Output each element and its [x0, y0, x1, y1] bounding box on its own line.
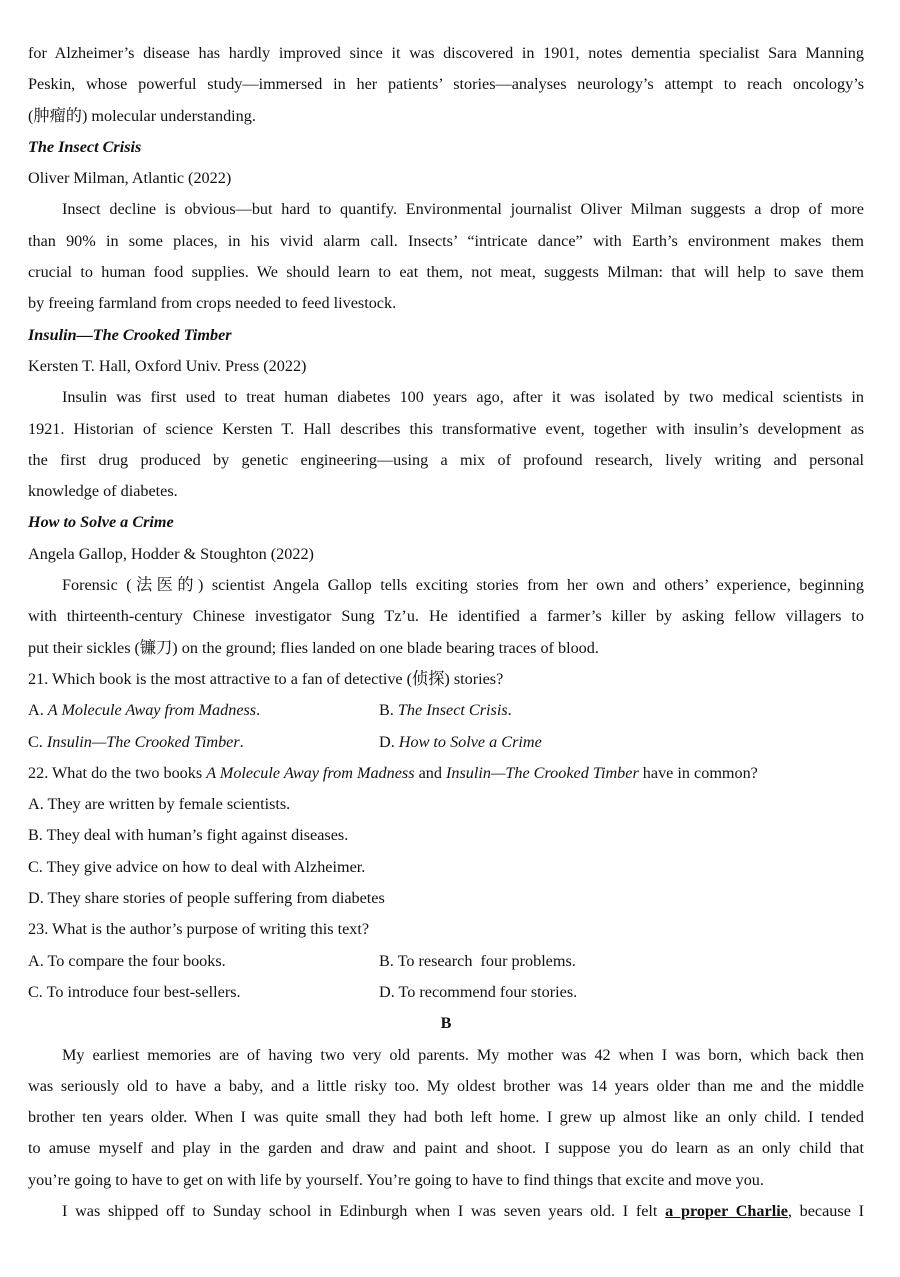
book-author: Oliver Milman, Atlantic (2022) — [28, 169, 232, 188]
option-c: C. They give advice on how to deal with Alzheimer. — [28, 857, 366, 876]
text-line: Forensic (法医的) scientist Angela Gallop tells exciting stories from her own and others’ experience, beginning — [62, 576, 864, 595]
text-line: the first drug produced by genetic engineering—using a mix of profound research, lively writing and personal — [28, 450, 864, 469]
text-line: you’re going to have to get on with life by yourself. You’re going to have to find things that excite and move you. — [28, 1170, 764, 1189]
question-stem: 22. What do the two books A Molecule Away from Madness and Insulin—The Crooked Timber have in common? — [28, 763, 758, 782]
text-line: crucial to human food supplies. We should learn to eat them, not meat, suggests Milman: that will help to save them — [28, 263, 864, 282]
text-line: by freeing farmland from crops needed to feed livestock. — [28, 294, 397, 313]
book-title: How to Solve a Crime — [28, 513, 174, 532]
book-author: Angela Gallop, Hodder & Stoughton (2022) — [28, 544, 314, 563]
option-row — [28, 695, 864, 726]
option-row — [28, 727, 864, 758]
option-a: A. To compare the four books. — [28, 951, 226, 970]
text-line: for Alzheimer’s disease has hardly improved since it was discovered in 1901, notes dementia specialist Sara Manning — [28, 44, 864, 62]
option-row — [28, 977, 864, 1008]
question-stem: 21. Which book is the most attractive to a fan of detective (侦探) stories? — [28, 669, 504, 688]
question-stem: 23. What is the author’s purpose of writing this text? — [28, 920, 370, 939]
section-heading: B — [440, 1014, 452, 1033]
text-line: with thirteenth-century Chinese investigator Sung Tz’u. He identified a farmer’s killer by asking fellow villagers to — [28, 607, 864, 626]
text-line: Insulin was first used to treat human diabetes 100 years ago, after it was isolated by two medical scientists in — [62, 388, 864, 407]
option-b: B. The Insect Crisis. — [379, 701, 512, 720]
option-c: C. Insulin—The Crooked Timber. — [28, 732, 244, 751]
option-d: D. How to Solve a Crime — [379, 732, 542, 751]
option-b: B. To research four problems. — [379, 951, 576, 970]
book-author: Kersten T. Hall, Oxford Univ. Press (2022) — [28, 356, 307, 375]
book-title: Insulin—The Crooked Timber — [28, 325, 232, 344]
book-title: The Insect Crisis — [28, 137, 142, 156]
text-line: 1921. Historian of science Kersten T. Hall describes this transformative event, together with insulin’s development as — [28, 419, 864, 438]
option-a: A. They are written by female scientists. — [28, 795, 291, 814]
text-line: brother ten years older. When I was quite small they had both left home. I grew up almost like an only child. I tended — [28, 1108, 864, 1127]
text-line: was seriously old to have a baby, and a little risky too. My oldest brother was 14 years older than me and the middle — [28, 1076, 864, 1095]
text-line: Insect decline is obvious—but hard to quantify. Environmental journalist Oliver Milman suggests a drop of more — [62, 200, 864, 219]
text-line: put their sickles (镰刀) on the ground; flies landed on one blade bearing traces of blood. — [28, 638, 599, 657]
document-page — [28, 38, 864, 1227]
text-line: I was shipped off to Sunday school in Edinburgh when I was seven years old. I felt a proper Charlie, because I — [62, 1201, 864, 1220]
text-line: (肿瘤的) molecular understanding. — [28, 106, 256, 125]
option-row — [28, 946, 864, 977]
text-line: to amuse myself and play in the garden and draw and paint and shoot. I suppose you do learn as an only child that — [28, 1139, 864, 1158]
text-line: Peskin, whose powerful study—immersed in her patients’ stories—analyses neurology’s attempt to reach oncology’s — [28, 75, 864, 94]
option-d: D. To recommend four stories. — [379, 982, 578, 1001]
option-b: B. They deal with human’s fight against diseases. — [28, 826, 349, 845]
underlined-phrase: a proper Charlie — [665, 1201, 788, 1220]
option-d: D. They share stories of people suffering from diabetes — [28, 889, 385, 908]
text-line: than 90% in some places, in his vivid alarm call. Insects’ “intricate dance” with Earth’s environment makes them — [28, 231, 864, 250]
text-line: knowledge of diabetes. — [28, 482, 178, 501]
option-c: C. To introduce four best-sellers. — [28, 982, 241, 1001]
option-a: A. A Molecule Away from Madness. — [28, 701, 261, 720]
text-line: My earliest memories are of having two very old parents. My mother was 42 when I was born, which back then — [62, 1045, 864, 1064]
